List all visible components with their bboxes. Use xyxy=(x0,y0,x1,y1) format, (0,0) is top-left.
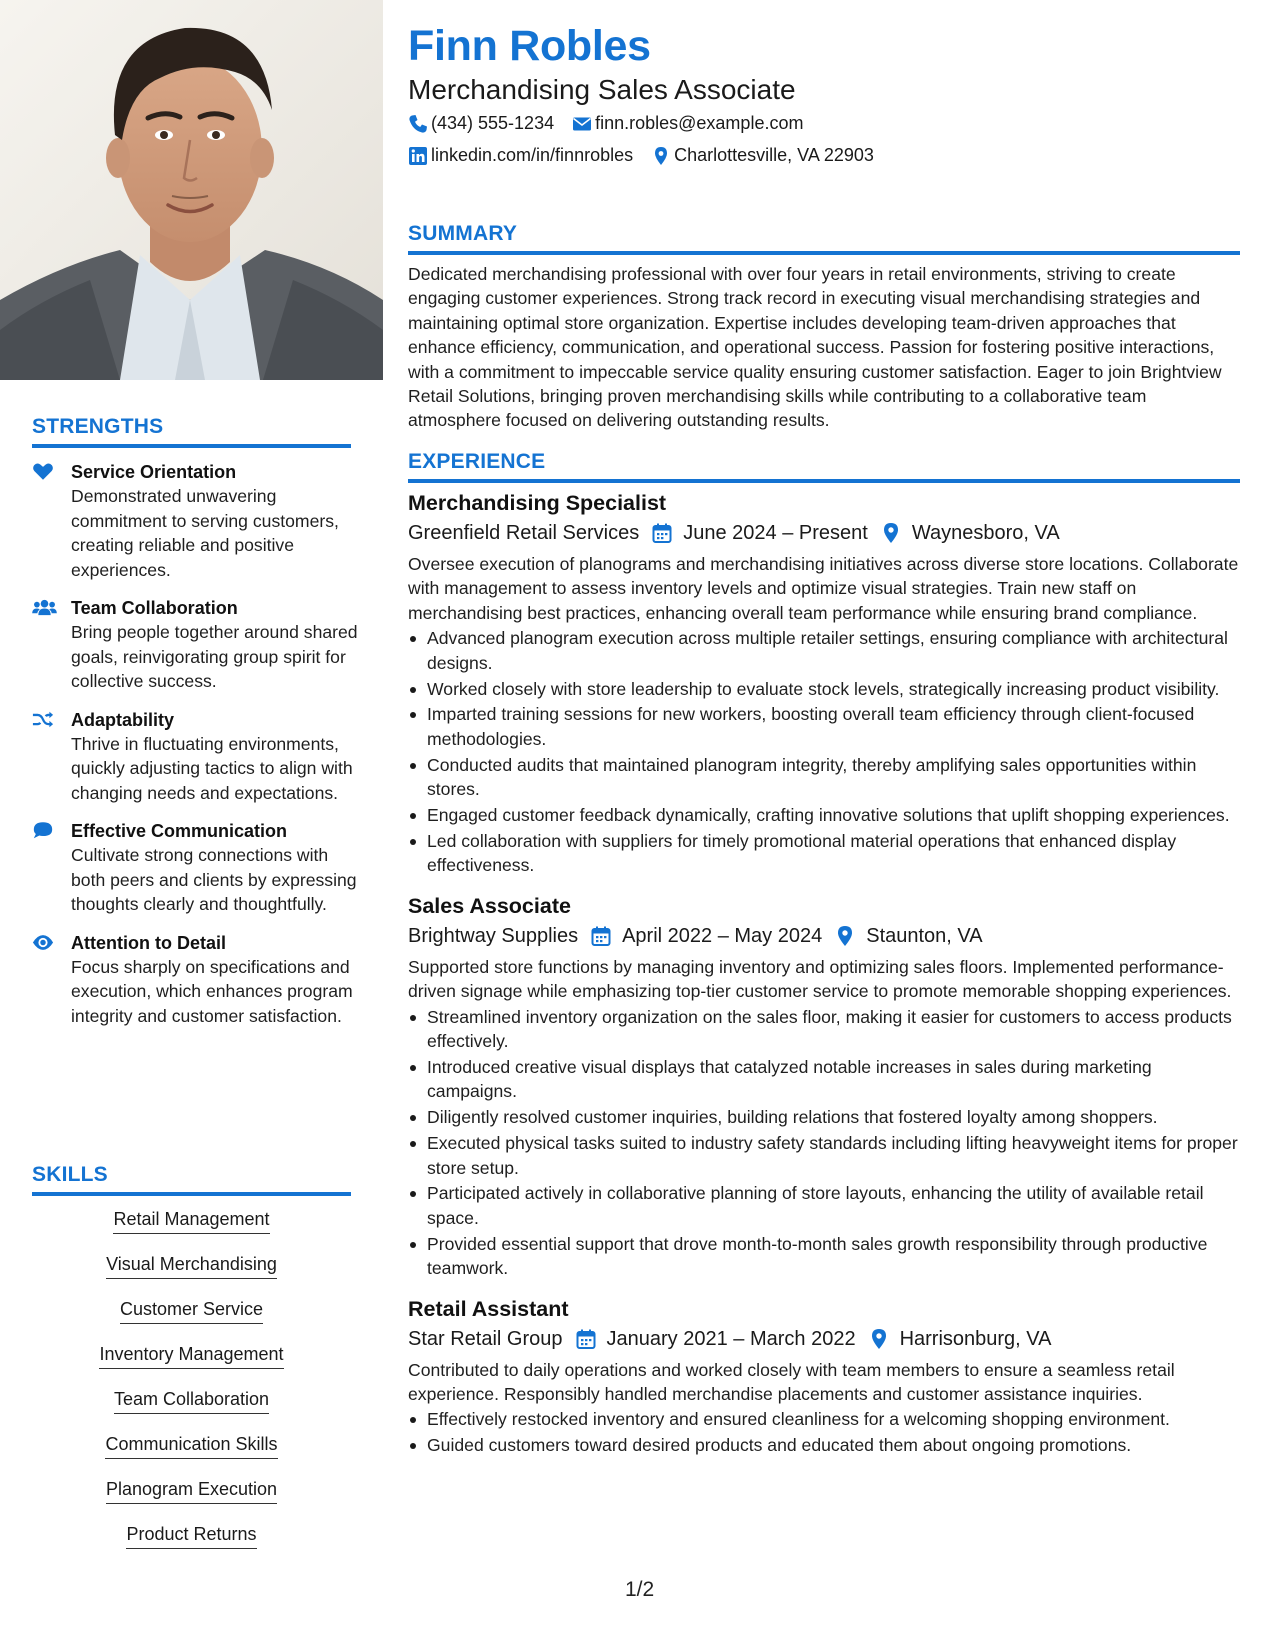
job-meta xyxy=(408,518,1240,548)
skill-item xyxy=(32,1477,351,1522)
skill-item xyxy=(32,1207,351,1252)
location-text: Charlottesville, VA 22903 xyxy=(674,145,874,165)
page-number: 1/2 xyxy=(625,1578,655,1601)
email-text: finn.robles@example.com xyxy=(595,113,804,133)
strength-description: Bring people together around shared goals, reinvigorating group spirit for collective success. xyxy=(71,622,358,691)
experience-list xyxy=(408,488,1240,1471)
experience-heading: EXPERIENCE xyxy=(408,450,546,473)
job-bullet: Streamlined inventory organization on the sales floor, making it easier for customers to access products effectively. xyxy=(408,1005,1240,1054)
skill-item xyxy=(32,1432,351,1477)
summary-paragraph: Dedicated merchandising professional with over four years in retail environments, striving to create engaging customer experiences. Strong track record in executing visual merchandising strategies and maintaining optimal store organization. Expertise includes developing team-driven approaches that enhance efficiency, communication, and operational success. Passion for fostering positive interactions, with a commitment to impeccable service quality ensuring customer satisfaction. Eager to join Brightview Retail Solutions, bringing proven merchandising skills while contributing to a collaborative team atmosphere focused on delivering outstanding results. xyxy=(408,264,1222,431)
phone-contact[interactable] xyxy=(408,113,554,134)
skill-label: Planogram Execution xyxy=(106,1477,277,1504)
job-bullet: Conducted audits that maintained planogram integrity, thereby amplifying sales opportunities within stores. xyxy=(408,753,1240,802)
strength-title: Service Orientation xyxy=(71,462,237,482)
candidate-name: Finn Robles xyxy=(408,22,651,70)
job-description: Oversee execution of planograms and merchandising initiatives across diverse store locations. Collaborate with management to assess inventory levels and optimize visual strategies. Train new staff on merchandising best practices, enhancing overall team performance while ensuring brand compliance. xyxy=(408,554,1239,623)
strength-item xyxy=(32,819,362,917)
summary-heading: SUMMARY xyxy=(408,222,518,245)
comment-icon xyxy=(32,821,56,841)
job-bullet: Worked closely with store leadership to evaluate stock levels, strategically increasing product visibility. xyxy=(408,677,1240,701)
job-entry xyxy=(408,488,1240,878)
profile-photo xyxy=(0,0,383,380)
strength-title: Adaptability xyxy=(71,709,175,730)
job-bullet: Introduced creative visual displays that catalyzed notable increases in sales during marketing campaigns. xyxy=(408,1055,1240,1104)
job-headline: Merchandising Sales Associate xyxy=(408,74,796,105)
job-bullet: Advanced planogram execution across multiple retailer settings, ensuring compliance with architectural designs. xyxy=(408,626,1240,675)
map-pin-icon xyxy=(880,522,902,544)
skill-item xyxy=(32,1387,351,1432)
job-bullets xyxy=(408,1407,1240,1457)
skill-label: Product Returns xyxy=(126,1522,256,1549)
strength-title: Attention to Detail xyxy=(71,932,226,953)
job-dates: January 2021 – March 2022 xyxy=(606,1327,856,1350)
linkedin-contact[interactable] xyxy=(408,145,633,166)
skill-label: Communication Skills xyxy=(105,1432,277,1459)
summary-divider xyxy=(408,251,1240,255)
strengths-list xyxy=(32,460,362,1042)
skill-label: Team Collaboration xyxy=(114,1387,269,1414)
envelope-icon xyxy=(572,114,592,134)
job-bullet: Engaged customer feedback dynamically, crafting innovative solutions that uplift shopping experiences. xyxy=(408,803,1240,827)
strength-title: Team Collaboration xyxy=(71,598,238,618)
skills-heading: SKILLS xyxy=(32,1163,108,1186)
strength-item xyxy=(32,708,362,806)
strengths-heading: STRENGTHS xyxy=(32,415,164,438)
contact-row xyxy=(408,113,821,134)
shuffle-icon xyxy=(32,710,56,730)
linkedin-text: linkedin.com/in/finnrobles xyxy=(431,145,634,165)
job-meta xyxy=(408,921,1240,951)
map-pin-icon xyxy=(834,925,856,947)
job-bullet: Provided essential support that drove month-to-month sales growth responsibility through productive teamwork. xyxy=(408,1232,1240,1281)
location-contact xyxy=(651,145,874,166)
skill-label: Customer Service xyxy=(120,1297,263,1324)
heart-icon xyxy=(32,462,56,482)
job-description: Contributed to daily operations and worked closely with team members to ensure a seamless retail experience. Responsibly handled merchandise placements and customer assistance inquiries. xyxy=(408,1359,1175,1404)
job-meta xyxy=(408,1324,1240,1354)
calendar-icon xyxy=(590,925,612,947)
skill-item xyxy=(32,1297,351,1342)
job-title: Merchandising Specialist xyxy=(408,491,667,515)
skill-label: Retail Management xyxy=(113,1207,269,1234)
calendar-icon xyxy=(575,1328,597,1350)
strengths-divider xyxy=(32,444,351,448)
sidebar xyxy=(0,0,383,1650)
job-title: Sales Associate xyxy=(408,893,571,918)
job-entry xyxy=(408,1294,1240,1458)
job-bullet: Participated actively in collaborative planning of store layouts, enhancing the utility of available retail space. xyxy=(408,1181,1240,1230)
job-location: Waynesboro, VA xyxy=(911,522,1060,544)
strength-item xyxy=(32,596,362,694)
job-dates: April 2022 – May 2024 xyxy=(622,924,823,947)
job-bullets xyxy=(408,1005,1240,1281)
strength-description: Focus sharply on specifications and execution, which enhances program integrity and customer satisfaction. xyxy=(71,956,353,1026)
company-name: Star Retail Group xyxy=(408,1327,563,1350)
skill-label: Visual Merchandising xyxy=(106,1252,277,1279)
job-bullet: Led collaboration with suppliers for timely promotional material operations that enhanced display effectiveness. xyxy=(408,829,1240,878)
job-bullets xyxy=(408,626,1240,878)
skills-list xyxy=(32,1207,351,1567)
linkedin-icon xyxy=(408,146,428,166)
map-pin-icon xyxy=(868,1328,890,1350)
contact-row xyxy=(408,145,892,166)
skill-item xyxy=(32,1522,351,1567)
strength-item xyxy=(32,460,362,582)
users-icon xyxy=(32,598,56,618)
skills-divider xyxy=(32,1192,351,1196)
job-bullet: Imparted training sessions for new workers, boosting overall team efficiency through client-focused methodologies. xyxy=(408,702,1240,751)
calendar-icon xyxy=(651,522,673,544)
phone-text: (434) 555-1234 xyxy=(431,113,555,133)
map-pin-icon xyxy=(651,146,671,166)
strength-description: Thrive in fluctuating environments, quickly adjusting tactics to align with changing needs and expectations. xyxy=(71,733,353,803)
job-dates: June 2024 – Present xyxy=(683,522,868,544)
experience-divider xyxy=(408,479,1240,483)
company-name: Brightway Supplies xyxy=(408,924,579,947)
strength-title: Effective Communication xyxy=(71,821,288,841)
job-title: Retail Assistant xyxy=(408,1296,569,1321)
skill-item xyxy=(32,1252,351,1297)
job-bullet: Guided customers toward desired products and educated them about ongoing promotions. xyxy=(408,1433,1240,1457)
job-location: Harrisonburg, VA xyxy=(899,1327,1052,1350)
job-bullet: Executed physical tasks suited to industry safety standards including lifting heavyweight items for proper store setup. xyxy=(408,1131,1240,1180)
job-bullet: Effectively restocked inventory and ensured cleanliness for a welcoming shopping environment. xyxy=(408,1407,1240,1431)
email-contact[interactable] xyxy=(572,113,803,134)
job-bullet: Diligently resolved customer inquiries, building relations that fostered loyalty among shoppers. xyxy=(408,1105,1240,1129)
skill-item xyxy=(32,1342,351,1387)
company-name: Greenfield Retail Services xyxy=(408,522,640,544)
job-description: Supported store functions by managing inventory and optimizing sales floors. Implemented performance-driven signage while emphasizing top-tier customer service to promote memorable shopping experiences. xyxy=(408,956,1232,1002)
strength-item xyxy=(32,931,362,1029)
job-location: Staunton, VA xyxy=(866,924,983,947)
job-entry xyxy=(408,891,1240,1281)
strength-description: Demonstrated unwavering commitment to serving customers, creating reliable and positive experiences. xyxy=(71,486,339,580)
eye-icon xyxy=(32,933,56,953)
phone-icon xyxy=(408,114,428,134)
strength-description: Cultivate strong connections with both peers and clients by expressing thoughts clearly and thoughtfully. xyxy=(71,845,357,914)
skill-label: Inventory Management xyxy=(99,1342,283,1369)
